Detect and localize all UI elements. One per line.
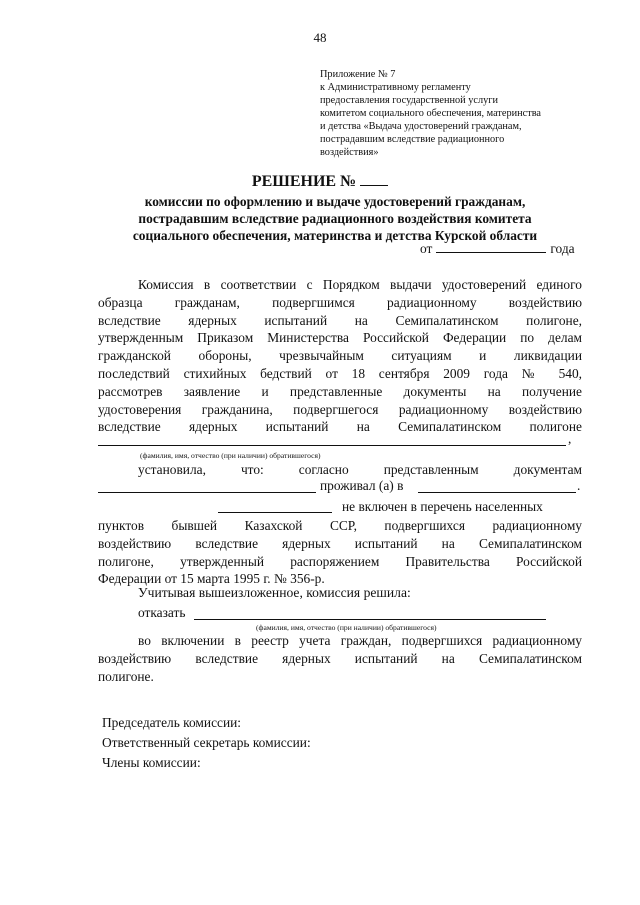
paragraph-line: удостоверения гражданина, подвергшегося радиационному воздействию: [98, 401, 582, 417]
considering-text: Учитывая вышеизложенное, комиссия решила:: [138, 585, 411, 600]
paragraph-line: Комиссия в соответствии с Порядком выдачи удостоверений единого: [138, 277, 582, 292]
paragraph-line: полигоне, утвержденный распоряжением Правительства Российской: [98, 553, 582, 569]
subtitle-line: пострадавшим вследствие радиационного воздействия комитета: [138, 211, 532, 226]
caption-fio: (фамилия, имя, отчество (при наличии) обратившегося): [140, 451, 321, 460]
paragraph-line: вследствие ядерных испытаний на Семипалатинском полигоне,: [98, 312, 582, 328]
established-word: что:: [240, 462, 264, 477]
appendix-line: комитетом социального обеспечения, материнства: [320, 108, 542, 119]
paragraph-line: пунктов бывшей Казахской ССР, подвергшихся радиационному: [98, 518, 582, 533]
settlements-paragraph: [98, 517, 582, 588]
body-paragraph: [98, 276, 582, 436]
signature-line: Ответственный секретарь комиссии:: [102, 735, 311, 750]
signature-line: Члены комиссии:: [102, 755, 201, 770]
residence-blank: [418, 492, 576, 493]
appendix-line: предоставления государственной услуги: [320, 95, 498, 106]
paragraph-line: полигоне.: [98, 668, 154, 684]
page-number: 48: [313, 30, 327, 45]
title-text: РЕШЕНИЕ №: [251, 173, 357, 190]
period: .: [577, 478, 581, 493]
paragraph-line: образца гражданам, подвергшимся радиационному воздействию: [98, 294, 582, 310]
established-word: установила,: [138, 462, 206, 477]
paragraph-line: во включении в реестр учета граждан, подвергшихся радиационному: [138, 633, 582, 648]
registry-paragraph: [98, 632, 582, 685]
date-line: [420, 240, 575, 257]
paragraph-line: воздействию вследствие ядерных испытаний на Семипалатинском: [98, 535, 582, 551]
refuse-label: отказать: [138, 605, 186, 620]
established-word: документам: [513, 462, 582, 477]
date-blank: [436, 240, 546, 253]
document-title: [0, 171, 640, 191]
decision-number-blank: [360, 171, 388, 186]
lived-in: проживал (а) в: [320, 478, 404, 493]
paragraph-line: вследствие ядерных испытаний на Семипалатинском полигоне: [98, 419, 582, 435]
established-line: [138, 461, 582, 479]
not-included-text: не включен в перечень населенных: [342, 499, 543, 514]
appendix-line: и детства «Выдача удостоверений гражданам,: [320, 121, 522, 132]
signature-line: Председатель комиссии:: [102, 715, 242, 730]
paragraph-line: воздействию вследствие ядерных испытаний на Семипалатинском: [98, 650, 582, 666]
date-year-label: года: [550, 241, 575, 256]
appendix-line: пострадавшим вследствие радиационного: [320, 134, 505, 145]
date-from-label: от: [420, 241, 433, 256]
appendix-line: воздействия»: [320, 147, 379, 158]
signature-block: [102, 713, 311, 773]
appendix-line: Приложение № 7: [320, 69, 396, 80]
established-word: согласно: [298, 462, 349, 477]
subtitle-line: социального обеспечения, материнства и детства Курской области: [132, 228, 538, 243]
appendix-header: [320, 68, 610, 159]
caption-fio: (фамилия, имя, отчество (при наличии) обратившегося): [256, 623, 437, 632]
place-blank: [98, 492, 316, 493]
paragraph-line: рассмотрев заявление и представленные документы на получение: [98, 383, 582, 399]
paragraph-line: Федерации от 15 марта 1995 г. № 356-р.: [98, 571, 325, 587]
refused-name-blank: [194, 619, 546, 620]
paragraph-line: гражданской обороны, чрезвычайным ситуациям и ликвидации: [98, 348, 582, 364]
appendix-line: к Административному регламенту: [320, 82, 471, 93]
comma: ,: [568, 431, 572, 446]
subtitle-line: комиссии по оформлению и выдаче удостоверений гражданам,: [144, 194, 526, 209]
applicant-name-blank: [98, 445, 566, 446]
document-subtitle: [100, 193, 570, 244]
established-word: представленным: [383, 462, 479, 477]
paragraph-line: последствий стихийных бедствий от 18 сентября 2009 года № 540,: [98, 365, 582, 381]
settlement-blank: [218, 512, 332, 513]
paragraph-line: утвержденным Приказом Министерства Российской Федерации по делам: [98, 330, 582, 346]
